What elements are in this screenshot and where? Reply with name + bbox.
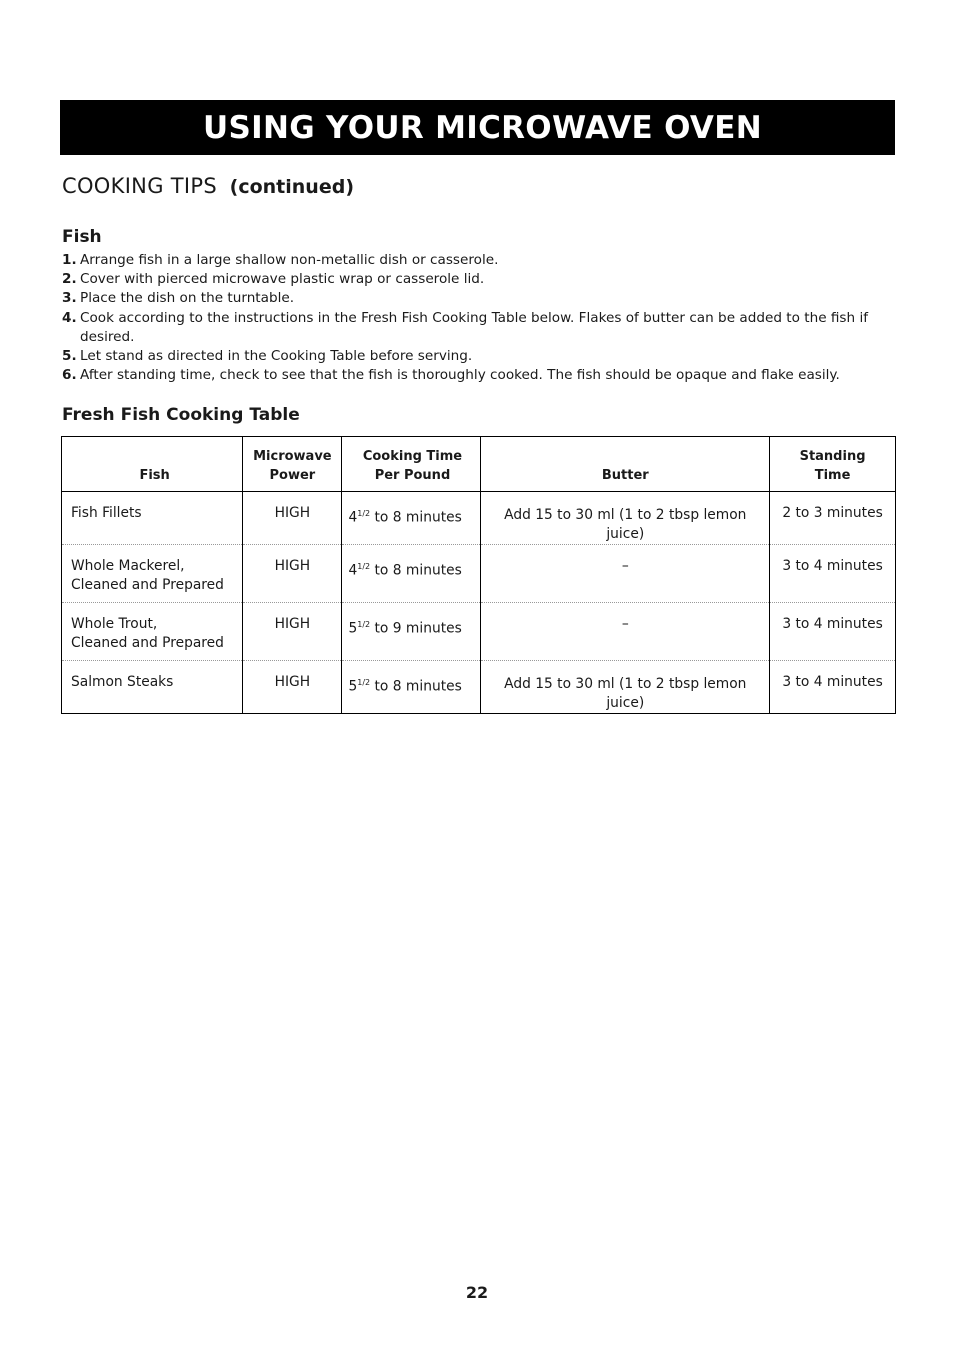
cell-butter: Add 15 to 30 ml (1 to 2 tbsp lemon juice)	[481, 492, 770, 545]
step-text: Cover with pierced microwave plastic wrap or casserole lid.	[80, 271, 485, 288]
cell-power: HIGH	[243, 492, 342, 545]
step-item	[62, 366, 877, 385]
cell-power: HIGH	[243, 603, 342, 661]
table-row	[62, 545, 896, 603]
page-banner	[60, 100, 895, 155]
cell-cooking-time: $5^{1/2}$ to 9 minutes	[342, 603, 481, 661]
banner-title: USING YOUR MICROWAVE OVEN	[203, 109, 762, 146]
table-row	[62, 603, 896, 661]
cell-power: HIGH	[243, 661, 342, 714]
step-item	[62, 309, 877, 347]
cell-standing-time: 3 to 4 minutes	[770, 603, 896, 661]
step-text: Arrange fish in a large shallow non-metallic dish or casserole.	[80, 252, 499, 268]
fish-steps-list	[62, 251, 877, 385]
cell-butter: Add 15 to 30 ml (1 to 2 tbsp lemon juice)	[481, 661, 770, 714]
step-item	[62, 270, 877, 289]
cell-fish: Fish Fillets	[62, 492, 243, 545]
step-number: 2.	[62, 271, 77, 288]
section-title-main: COOKING TIPS	[62, 174, 217, 198]
header-power: Microwave Power	[243, 437, 342, 492]
table-row	[62, 661, 896, 714]
step-text: Cook according to the instructions in the Fresh Fish Cooking Table below. Flakes of butter can be added to the fish if desired.	[80, 309, 869, 345]
step-text: Let stand as directed in the Cooking Table before serving.	[80, 348, 473, 365]
step-number: 5.	[62, 348, 77, 365]
step-number: 3.	[62, 290, 77, 307]
cell-standing-time: 3 to 4 minutes	[770, 545, 896, 603]
cell-butter: –	[481, 603, 770, 661]
cell-standing-time: 3 to 4 minutes	[770, 661, 896, 714]
step-number: 4.	[62, 309, 77, 326]
step-text: After standing time, check to see that the fish is thoroughly cooked. The fish should be opaque and flake easily.	[80, 367, 840, 384]
fish-heading: Fish	[62, 227, 102, 247]
step-item	[62, 289, 877, 308]
header-cooking-time: Cooking Time Per Pound	[342, 437, 481, 492]
cell-fish: Whole Trout, Cleaned and Prepared	[62, 603, 243, 661]
step-number: 1.	[62, 252, 77, 268]
step-item	[62, 251, 877, 270]
fresh-fish-cooking-table	[61, 436, 896, 714]
step-text: Place the dish on the turntable.	[80, 290, 295, 307]
step-item	[62, 347, 877, 366]
step-number: 6.	[62, 367, 77, 384]
cell-power: HIGH	[243, 545, 342, 603]
cell-cooking-time: $5^{1/2}$ to 8 minutes	[342, 661, 481, 714]
cell-butter: –	[481, 545, 770, 603]
cell-standing-time: 2 to 3 minutes	[770, 492, 896, 545]
cell-fish: Whole Mackerel, Cleaned and Prepared	[62, 545, 243, 603]
cell-cooking-time: $4^{1/2}$ to 8 minutes	[342, 545, 481, 603]
table-header-row	[62, 437, 896, 492]
section-title-continued: (continued)	[229, 176, 355, 198]
page-number: 22	[465, 1283, 489, 1302]
cell-cooking-time: $4^{1/2}$ to 8 minutes	[342, 492, 481, 545]
header-fish: Fish	[62, 437, 243, 492]
header-butter: Butter	[481, 437, 770, 492]
cell-fish: Salmon Steaks	[62, 661, 243, 714]
table-row	[62, 492, 896, 545]
table-heading: Fresh Fish Cooking Table	[62, 405, 300, 425]
section-title	[62, 174, 354, 198]
header-standing-time: Standing Time	[770, 437, 896, 492]
